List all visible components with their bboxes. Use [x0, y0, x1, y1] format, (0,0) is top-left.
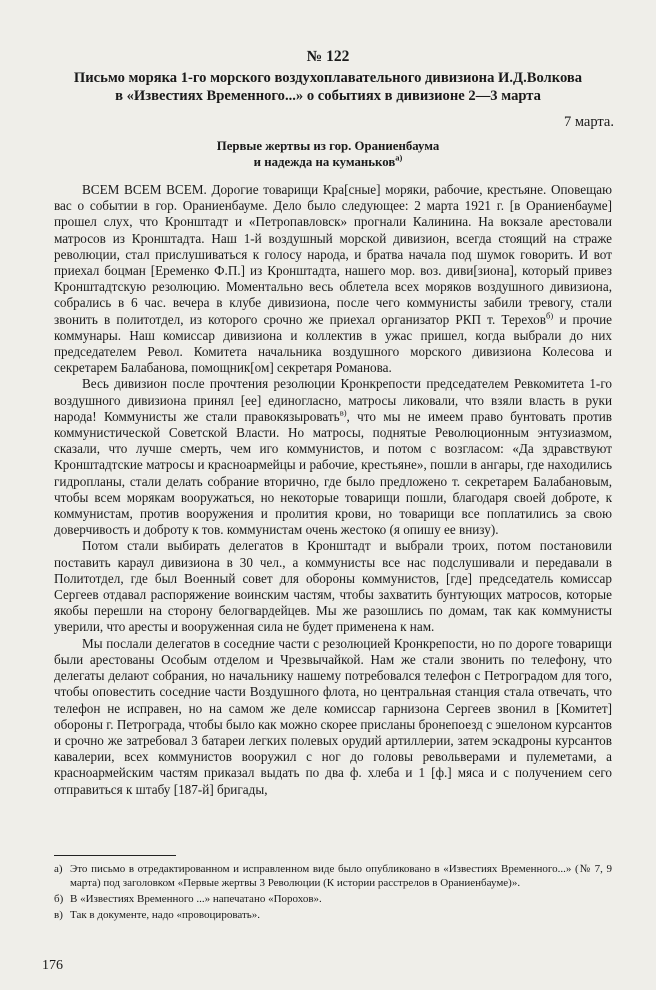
footnote-ref-v: в): [339, 407, 347, 418]
footnote-divider: [54, 855, 176, 856]
footnote-b-mark: б): [54, 893, 64, 905]
footnote-b-text: В «Известиях Временного ...» напечатано «Порохов».: [70, 893, 322, 905]
paragraph-1-text-1: ВСЕМ ВСЕМ ВСЕМ. Дорогие товарищи Кра[сные] моряки, рабочие, крестьяне. Оповещаю вас о событии в гор. Ораниенбауме. Дело было следующее: 2 марта 1921 г. [в Ораниенбауме] прошел слух, что Кронштадт и «Петропавловск» прогнали Калинина. На вокзале арестовали матросов из Кронштадта. Наш 1-й воздушный морской дивизион, всегда стоящий на страже революции, стал прислушиваться к голосу народа, и братва начала под шумок говорить. И вот приехал боцман [Еременко Ф.П.] из Кронштадта, нашего мор. воз. диви[зиона], который привез Кронштадтскую резолюцию. Моментально весь облетела всех моряков воздушного дивизиона, собрались в 6 час. вечера в клубе дивизиона, после чего коммунисты забили тревогу, стали звонить в политотдел, из которого срочно же приехал организатор РКП т. Терехов: [54, 182, 612, 327]
letter-subtitle-line-2-text: и надежда на куманьков: [253, 155, 396, 169]
letter-subtitle: [40, 138, 616, 170]
footnote-a-text: Это письмо в отредактированном и исправленном виде было опубликовано в «Известиях Временного...» (№ 7, 9 марта) под заголовком «Первые жертвы 3 Революции (К истории расстрелов в Ораниенбауме)».: [70, 863, 612, 889]
footnote-v-text: Так в документе, надо «провоцировать».: [70, 909, 261, 921]
paragraph-2: [54, 376, 612, 538]
paragraph-2-text-2: , что мы не имеем право бунтовать против коммунистической Советской Власти. Но матросы, поднятые Революционным энтузиазмом, сказали, что лучше смерть, чем иго коммунистов, и потом с возгласом: «Да здравствуют Кронштадтские матросы и красноармейцы и рабочие, крестьяне», пошли в ангары, где находились гидропланы, стали делать собрание вторично, где было предложено т. секретарем Балабановым, чтобы всем морякам вооружаться, но некоторые товарищи пошли, благодаря своей доброте, к коммунистам, против вооружения и пролития крови, но товарищи все поплатились за свою доверчивость и доброту к тов. коммунистам очень жестоко (я опишу ее внизу).: [54, 408, 613, 538]
footnote-ref-a: а): [395, 152, 403, 163]
paragraph-3-text: Потом стали выбирать делегатов в Кронштадт и выбрали троих, потом постановили поставить караул дивизиона в 30 чел., а коммунисты все нас подслушивали и передавали в Политотдел, где был Военный совет для обороны коммунистов, [где] председатель комиссар Сергеев отдавал распоряжение воинским частям, чтобы захватить бунтующих матросов, которые якобы перешли на сторону белогвардейцев. Мы же разошлись по домам, так как коммунисты уверили, что аресты и вооруженная сила не будет применена к нам.: [54, 538, 612, 635]
footnote-v: [54, 908, 612, 922]
letter-body: [54, 182, 612, 798]
paragraph-4-text: Мы послали делегатов в соседние части с резолюцией Кронкрепости, но по дороге товарищи были арестованы Особым отделом и Чрезвычайкой. Нам же стали звонить по телефону, что делегаты делают собрания, но начальнику нашему потребовался телефон с Петроградом для того, чтобы оповестить соседние части Воздушного флота, но центральная станция стала отвечать, что телефон не исправен, но на самом же деле комиссар гарнизона Сергеев звонил в [Комитет] обороны г. Петрограда, чтобы было как можно скорее присланы бронепоезд с эшелоном курсантов и срочно же затребовал 3 батареи легких полевых орудий артиллерии, затем эскадроны курсантов кавалерии, всех коммунистов вооружил с ног до головы револьверами и пулеметами, а красноармейским частям приказал выдать по два ф. хлеба и 1 [ф.] мяса и с получением сего отправиться к штабу [187-й] бригады,: [54, 635, 612, 797]
paragraph-1: [54, 182, 612, 376]
document-number: № 122: [306, 48, 350, 65]
document-title: [40, 69, 616, 105]
document-title-line-2: в «Известиях Временного...» о событиях в дивизионе 2—3 марта: [115, 88, 541, 104]
paragraph-3: [54, 538, 612, 635]
footnotes: [54, 862, 612, 924]
footnote-v-mark: в): [54, 909, 63, 921]
footnote-a: [54, 862, 612, 890]
paragraph-2-text-1: Весь дивизион после прочтения резолюции Кронкрепости председателем Ревкомитета 1-го воздушного дивизиона принял [ее] единогласно, матросы ликовали, что взяли власть в руки народа! Коммунисты же стали правокязыровать: [54, 376, 612, 424]
footnote-b: [54, 892, 612, 906]
letter-subtitle-line-1: Первые жертвы из гор. Ораниенбаума: [216, 139, 440, 153]
footnote-ref-b: б): [546, 310, 554, 321]
page-number: 176: [42, 958, 63, 973]
footnote-a-mark: а): [54, 863, 63, 875]
paragraph-1-text-2: и прочие коммунары. Наш комиссар дивизиона и коллектив в ужас пришел, когда выбрали до них председателем Револ. Комитета начальника воздушного морского дивизиона Колесова и секретарем Балабанова, помощник[ом] секретаря Романова.: [54, 311, 612, 376]
letter-subtitle-line-2: [40, 154, 616, 170]
paragraph-4: [54, 636, 612, 798]
document-date: 7 марта.: [563, 114, 614, 130]
document-title-line-1: Письмо моряка 1-го морского воздухоплавательного дивизиона И.Д.Волкова: [73, 70, 583, 86]
